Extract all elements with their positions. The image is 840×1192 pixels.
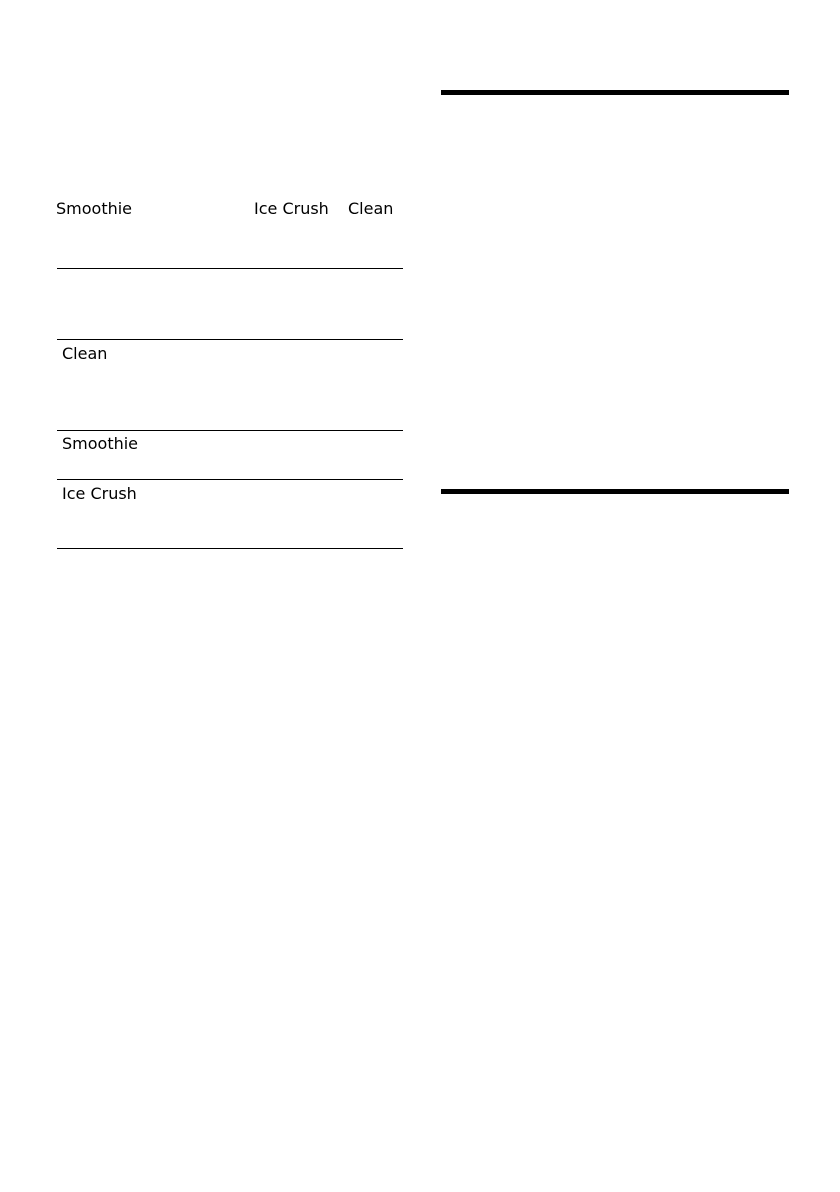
table-row-label-ice-crush: Ice Crush	[62, 484, 137, 503]
table-divider	[57, 479, 403, 480]
table-divider	[57, 430, 403, 431]
section-rule-bottom	[441, 489, 789, 494]
table-row-label-smoothie: Smoothie	[62, 434, 139, 453]
table-header-clean: Clean	[348, 199, 394, 218]
table-header-smoothie: Smoothie	[56, 199, 133, 218]
table-divider	[57, 339, 403, 340]
table-divider	[57, 548, 403, 549]
table-divider	[57, 268, 403, 269]
table-row-label-clean: Clean	[62, 344, 108, 363]
section-rule-top	[441, 90, 789, 95]
table-header-ice-crush: Ice Crush	[254, 199, 329, 218]
